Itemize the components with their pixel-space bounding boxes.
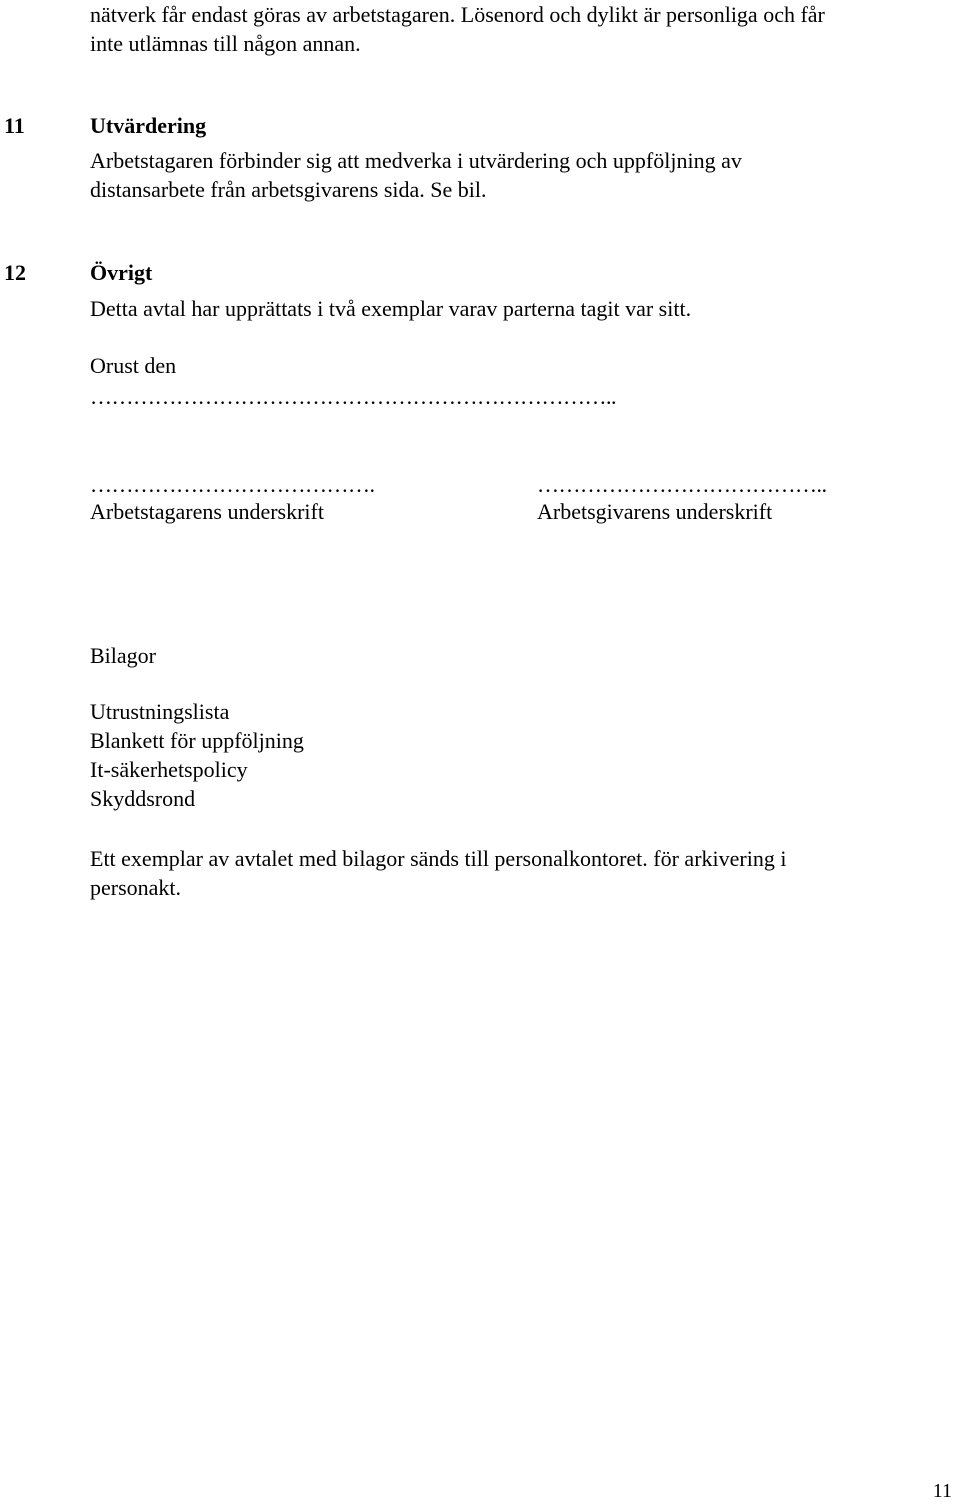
section-11-line-2: distansarbete från arbetsgivarens sida. Se bil.	[90, 177, 487, 202]
section-12-text: Detta avtal har upprättats i två exemplar varav parterna tagit var sitt.	[90, 296, 692, 321]
section-12-title: Övrigt	[90, 260, 153, 285]
attachment-item: Utrustningslista	[90, 699, 230, 724]
attachment-item: It-säkerhetspolicy	[90, 757, 248, 782]
employer-signature-label: Arbetsgivarens underskrift	[537, 499, 773, 524]
employee-signature-line: ………………………………….	[90, 472, 375, 497]
section-11-number: 11	[4, 113, 25, 138]
intro-line-2: inte utlämnas till någon annan.	[90, 31, 361, 56]
place-label: Orust den	[90, 353, 177, 378]
section-11-line-1: Arbetstagaren förbinder sig att medverka i utvärdering och uppföljning av	[90, 148, 742, 173]
attachments-list	[90, 697, 304, 813]
page-number: 11	[932, 1480, 952, 1502]
closing-line-1: Ett exemplar av avtalet med bilagor sänds till personalkontoret. för arkivering i	[90, 846, 787, 871]
employer-signature-line: …………………………………..	[537, 472, 827, 497]
employee-signature-label: Arbetstagarens underskrift	[90, 499, 324, 524]
closing-line-2: personakt.	[90, 875, 182, 900]
date-line: ………………………………………………………………..	[90, 384, 616, 409]
attachments-heading: Bilagor	[90, 643, 156, 668]
section-11-title: Utvärdering	[90, 113, 207, 138]
intro-line-1: nätverk får endast göras av arbetstagaren. Lösenord och dylikt är personliga och får	[90, 2, 825, 27]
section-12-number: 12	[4, 260, 26, 285]
attachment-item: Skyddsrond	[90, 786, 196, 811]
attachment-item: Blankett för uppföljning	[90, 728, 304, 753]
